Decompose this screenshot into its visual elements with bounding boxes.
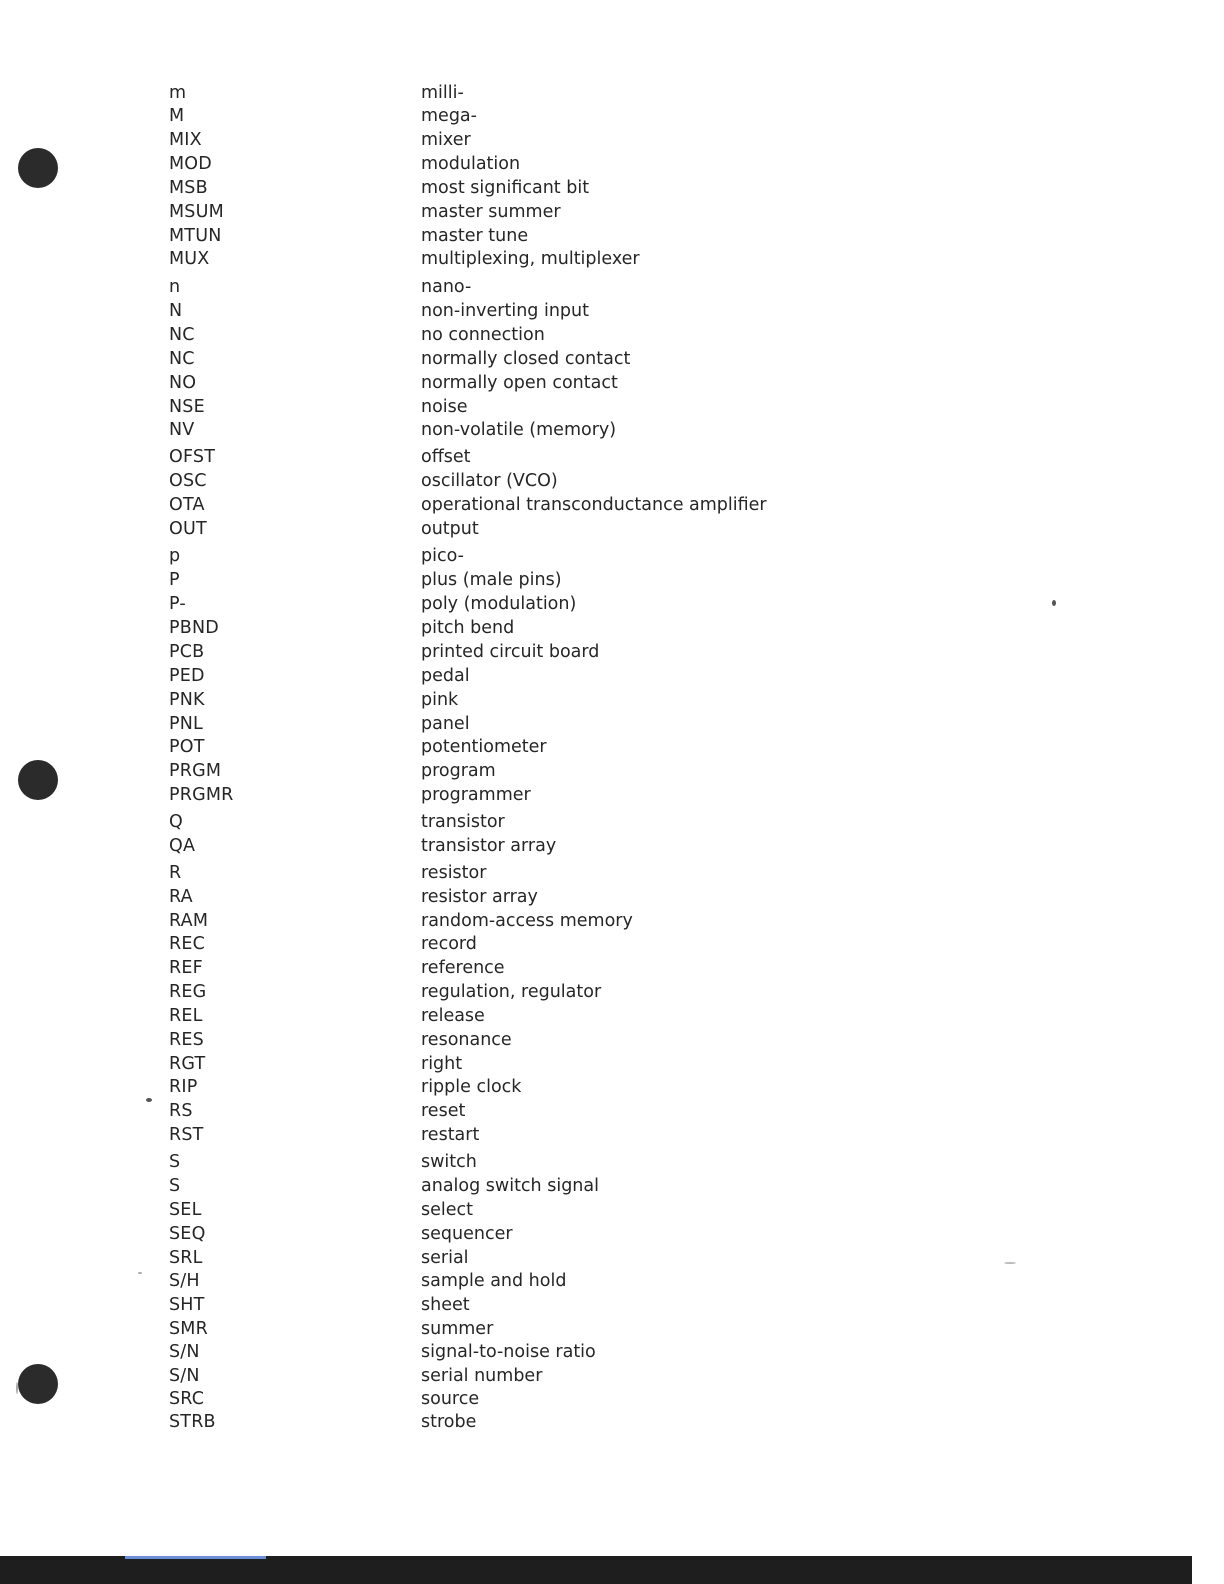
abbreviation: MUX [169, 249, 210, 269]
abbreviation: PRGMR [169, 785, 234, 805]
glossary-row [0, 1052, 1224, 1076]
abbreviation: PNL [169, 714, 203, 734]
glossary-row [0, 152, 1224, 176]
definition: sheet [421, 1295, 470, 1315]
abbreviation: RGT [169, 1054, 206, 1074]
glossary-row [0, 1099, 1224, 1123]
glossary-row [0, 735, 1224, 759]
glossary-row [0, 347, 1224, 371]
abbreviation: MSUM [169, 202, 224, 222]
abbreviation: p [169, 546, 181, 566]
definition: right [421, 1054, 463, 1074]
abbreviation: NO [169, 373, 197, 393]
definition: resonance [421, 1030, 512, 1050]
definition: summer [421, 1319, 494, 1339]
abbreviation: Q [169, 812, 183, 832]
abbreviation: OFST [169, 447, 216, 467]
abbreviation: PRGM [169, 761, 222, 781]
definition: select [421, 1200, 473, 1220]
glossary-row [0, 1410, 1224, 1434]
definition: mega- [421, 106, 477, 126]
abbreviation: P- [169, 594, 186, 614]
definition: master tune [421, 226, 529, 246]
bottom-edge-highlight [125, 1556, 266, 1559]
definition: serial number [421, 1366, 543, 1386]
glossary-row [0, 1123, 1224, 1147]
definition: reference [421, 958, 505, 978]
glossary-row [0, 1028, 1224, 1052]
definition: plus (male pins) [421, 570, 562, 590]
abbreviation: SRC [169, 1389, 205, 1409]
abbreviation: S/N [169, 1366, 200, 1386]
abbreviation: SEQ [169, 1224, 206, 1244]
glossary-row [0, 176, 1224, 200]
glossary-row [0, 568, 1224, 592]
definition: switch [421, 1152, 477, 1172]
abbreviation: REL [169, 1006, 203, 1026]
definition: source [421, 1389, 480, 1409]
definition: ripple clock [421, 1077, 522, 1097]
definition: most significant bit [421, 178, 590, 198]
definition: program [421, 761, 496, 781]
abbreviation: PCB [169, 642, 205, 662]
definition: sample and hold [421, 1271, 567, 1291]
glossary-row [0, 493, 1224, 517]
abbreviation: P [169, 570, 180, 590]
glossary-row [0, 885, 1224, 909]
definition: non-volatile (memory) [421, 420, 617, 440]
abbreviation: MTUN [169, 226, 222, 246]
definition: panel [421, 714, 470, 734]
abbreviation: REF [169, 958, 203, 978]
glossary-row [0, 81, 1224, 105]
glossary-row [0, 1174, 1224, 1198]
glossary-row [0, 517, 1224, 541]
glossary-row [0, 544, 1224, 568]
abbreviation: R [169, 863, 182, 883]
definition: resistor [421, 863, 487, 883]
definition: record [421, 934, 477, 954]
definition: reset [421, 1101, 466, 1121]
abbreviation: REC [169, 934, 206, 954]
definition: printed circuit board [421, 642, 600, 662]
definition: pico- [421, 546, 464, 566]
glossary-row [0, 275, 1224, 299]
definition: sequencer [421, 1224, 513, 1244]
abbreviation: NV [169, 420, 195, 440]
glossary-row [0, 323, 1224, 347]
glossary-row [0, 1198, 1224, 1222]
definition: no connection [421, 325, 545, 345]
abbreviation: NC [169, 325, 195, 345]
glossary-row [0, 956, 1224, 980]
definition: multiplexing, multiplexer [421, 249, 640, 269]
abbreviation: RA [169, 887, 193, 907]
glossary-row [0, 1317, 1224, 1341]
glossary-row [0, 299, 1224, 323]
abbreviation: N [169, 301, 183, 321]
definition: programmer [421, 785, 531, 805]
abbreviation: SEL [169, 1200, 202, 1220]
definition: noise [421, 397, 468, 417]
abbreviation: n [169, 277, 181, 297]
abbreviation: QA [169, 836, 196, 856]
glossary-row [0, 1340, 1224, 1364]
glossary-row [0, 592, 1224, 616]
definition: offset [421, 447, 471, 467]
definition: poly (modulation) [421, 594, 577, 614]
definition: master summer [421, 202, 561, 222]
definition: pitch bend [421, 618, 515, 638]
glossary-row [0, 810, 1224, 834]
glossary-row [0, 909, 1224, 933]
abbreviation: OTA [169, 495, 205, 515]
definition: pedal [421, 666, 470, 686]
abbreviation: S/H [169, 1271, 200, 1291]
glossary-row [0, 128, 1224, 152]
abbreviation: SHT [169, 1295, 205, 1315]
glossary-row [0, 783, 1224, 807]
definition: potentiometer [421, 737, 547, 757]
definition: modulation [421, 154, 521, 174]
page-bottom-edge [0, 1556, 1192, 1584]
glossary-row [0, 1293, 1224, 1317]
abbreviation: S [169, 1152, 181, 1172]
definition: normally open contact [421, 373, 618, 393]
definition: milli- [421, 83, 464, 103]
definition: oscillator (VCO) [421, 471, 558, 491]
abbreviation: REG [169, 982, 207, 1002]
glossary-row [0, 445, 1224, 469]
definition: transistor array [421, 836, 557, 856]
definition: non-inverting input [421, 301, 589, 321]
definition: random-access memory [421, 911, 633, 931]
definition: resistor array [421, 887, 538, 907]
glossary-row [0, 759, 1224, 783]
abbreviation: POT [169, 737, 205, 757]
abbreviation: M [169, 106, 185, 126]
glossary-row [0, 1246, 1224, 1270]
abbreviation: S [169, 1176, 181, 1196]
glossary-row [0, 861, 1224, 885]
abbreviation: PBND [169, 618, 219, 638]
glossary-row [0, 1364, 1224, 1388]
glossary-row [0, 664, 1224, 688]
abbreviation: MIX [169, 130, 202, 150]
abbreviation: STRB [169, 1412, 216, 1432]
definition: signal-to-noise ratio [421, 1342, 596, 1362]
abbreviation: OSC [169, 471, 207, 491]
abbreviation: m [169, 83, 187, 103]
glossary-row [0, 688, 1224, 712]
abbreviation: RS [169, 1101, 193, 1121]
abbreviation: MSB [169, 178, 208, 198]
glossary-row [0, 1150, 1224, 1174]
definition: release [421, 1006, 485, 1026]
abbreviation: PED [169, 666, 205, 686]
definition: serial [421, 1248, 469, 1268]
glossary-row [0, 418, 1224, 442]
glossary-row [0, 980, 1224, 1004]
glossary-row [0, 104, 1224, 128]
definition: restart [421, 1125, 480, 1145]
abbreviation: RIP [169, 1077, 198, 1097]
glossary-row [0, 395, 1224, 419]
abbreviation: RES [169, 1030, 204, 1050]
definition: output [421, 519, 479, 539]
definition: nano- [421, 277, 472, 297]
definition: operational transconductance amplifier [421, 495, 767, 515]
glossary-row [0, 1387, 1224, 1411]
definition: pink [421, 690, 459, 710]
definition: mixer [421, 130, 471, 150]
abbreviation: SRL [169, 1248, 203, 1268]
glossary-row [0, 712, 1224, 736]
glossary-row [0, 1004, 1224, 1028]
glossary-row [0, 469, 1224, 493]
glossary-row [0, 1269, 1224, 1293]
abbreviation: NSE [169, 397, 205, 417]
glossary-row [0, 640, 1224, 664]
abbreviation: RAM [169, 911, 209, 931]
abbreviation: S/N [169, 1342, 200, 1362]
abbreviation: SMR [169, 1319, 208, 1339]
glossary-row [0, 1075, 1224, 1099]
glossary-row [0, 1222, 1224, 1246]
glossary-row [0, 616, 1224, 640]
abbreviation: RST [169, 1125, 204, 1145]
glossary-row [0, 932, 1224, 956]
definition: normally closed contact [421, 349, 631, 369]
glossary-row [0, 200, 1224, 224]
definition: analog switch signal [421, 1176, 599, 1196]
abbreviation: NC [169, 349, 195, 369]
definition: transistor [421, 812, 505, 832]
definition: regulation, regulator [421, 982, 602, 1002]
abbreviation: MOD [169, 154, 212, 174]
glossary-row [0, 224, 1224, 248]
glossary-row [0, 371, 1224, 395]
glossary-row [0, 834, 1224, 858]
definition: strobe [421, 1412, 477, 1432]
abbreviation: PNK [169, 690, 205, 710]
glossary-row [0, 247, 1224, 271]
abbreviation: OUT [169, 519, 207, 539]
